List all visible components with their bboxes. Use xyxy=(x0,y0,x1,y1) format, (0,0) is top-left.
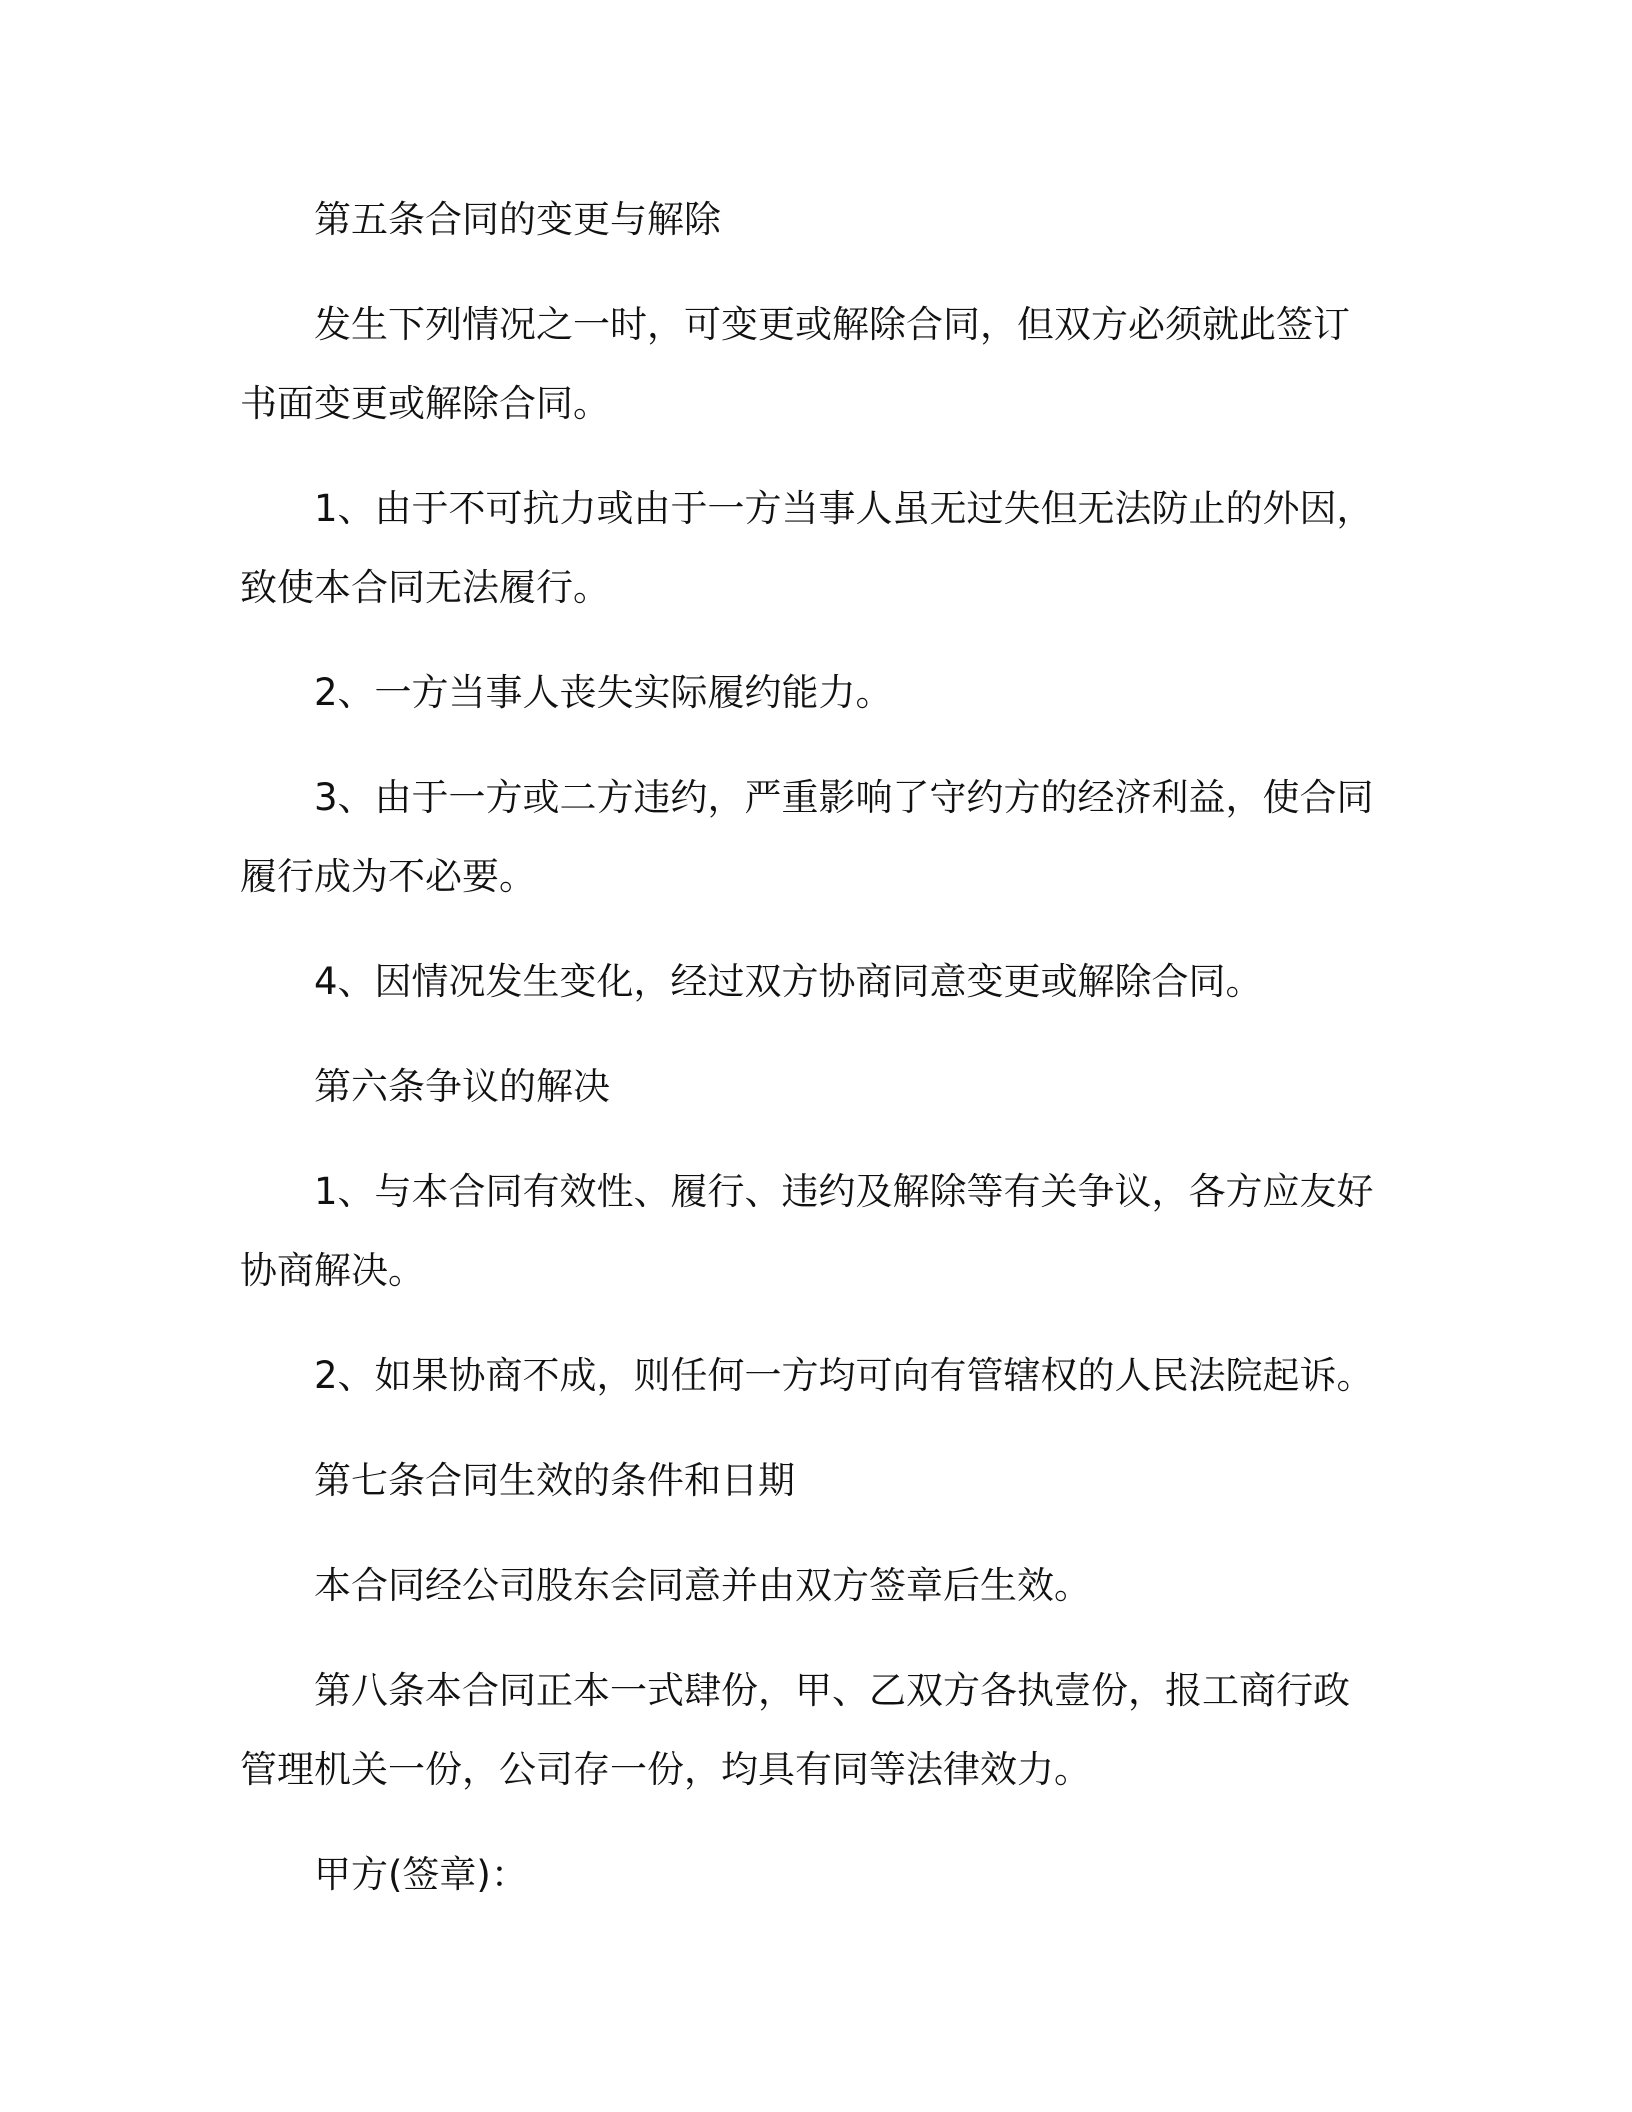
party-a-signature-line: 甲方(签章)： xyxy=(314,1853,528,1896)
article-5-item-2: 2、一方当事人丧失实际履约能力。 xyxy=(314,671,893,714)
article-6-item-1: 1、与本合同有效性、履行、违约及解除等有关争议，各方应友好协商解决。 xyxy=(240,1170,1374,1292)
article-6-heading: 第六条争议的解决 xyxy=(314,1065,610,1108)
article-5-item-1: 1、由于不可抗力或由于一方当事人虽无过失但无法防止的外因，致使本合同无法履行。 xyxy=(240,487,1374,609)
article-7-heading: 第七条合同生效的条件和日期 xyxy=(314,1459,795,1502)
article-8-body: 第八条本合同正本一式肆份，甲、乙双方各执壹份，报工商行政管理机关一份，公司存一份，均具有同等法律效力。 xyxy=(240,1669,1350,1791)
article-5-item-4: 4、因情况发生变化，经过双方协商同意变更或解除合同。 xyxy=(314,960,1263,1003)
article-5-heading: 第五条合同的变更与解除 xyxy=(314,198,721,241)
article-5-intro: 发生下列情况之一时，可变更或解除合同，但双方必须就此签订书面变更或解除合同。 xyxy=(240,303,1350,425)
article-5-item-3: 3、由于一方或二方违约，严重影响了守约方的经济利益，使合同履行成为不必要。 xyxy=(240,776,1374,898)
article-6-item-2: 2、如果协商不成，则任何一方均可向有管辖权的人民法院起诉。 xyxy=(314,1354,1374,1397)
article-7-body: 本合同经公司股东会同意并由双方签章后生效。 xyxy=(314,1564,1091,1607)
document-page xyxy=(240,180,1380,1940)
